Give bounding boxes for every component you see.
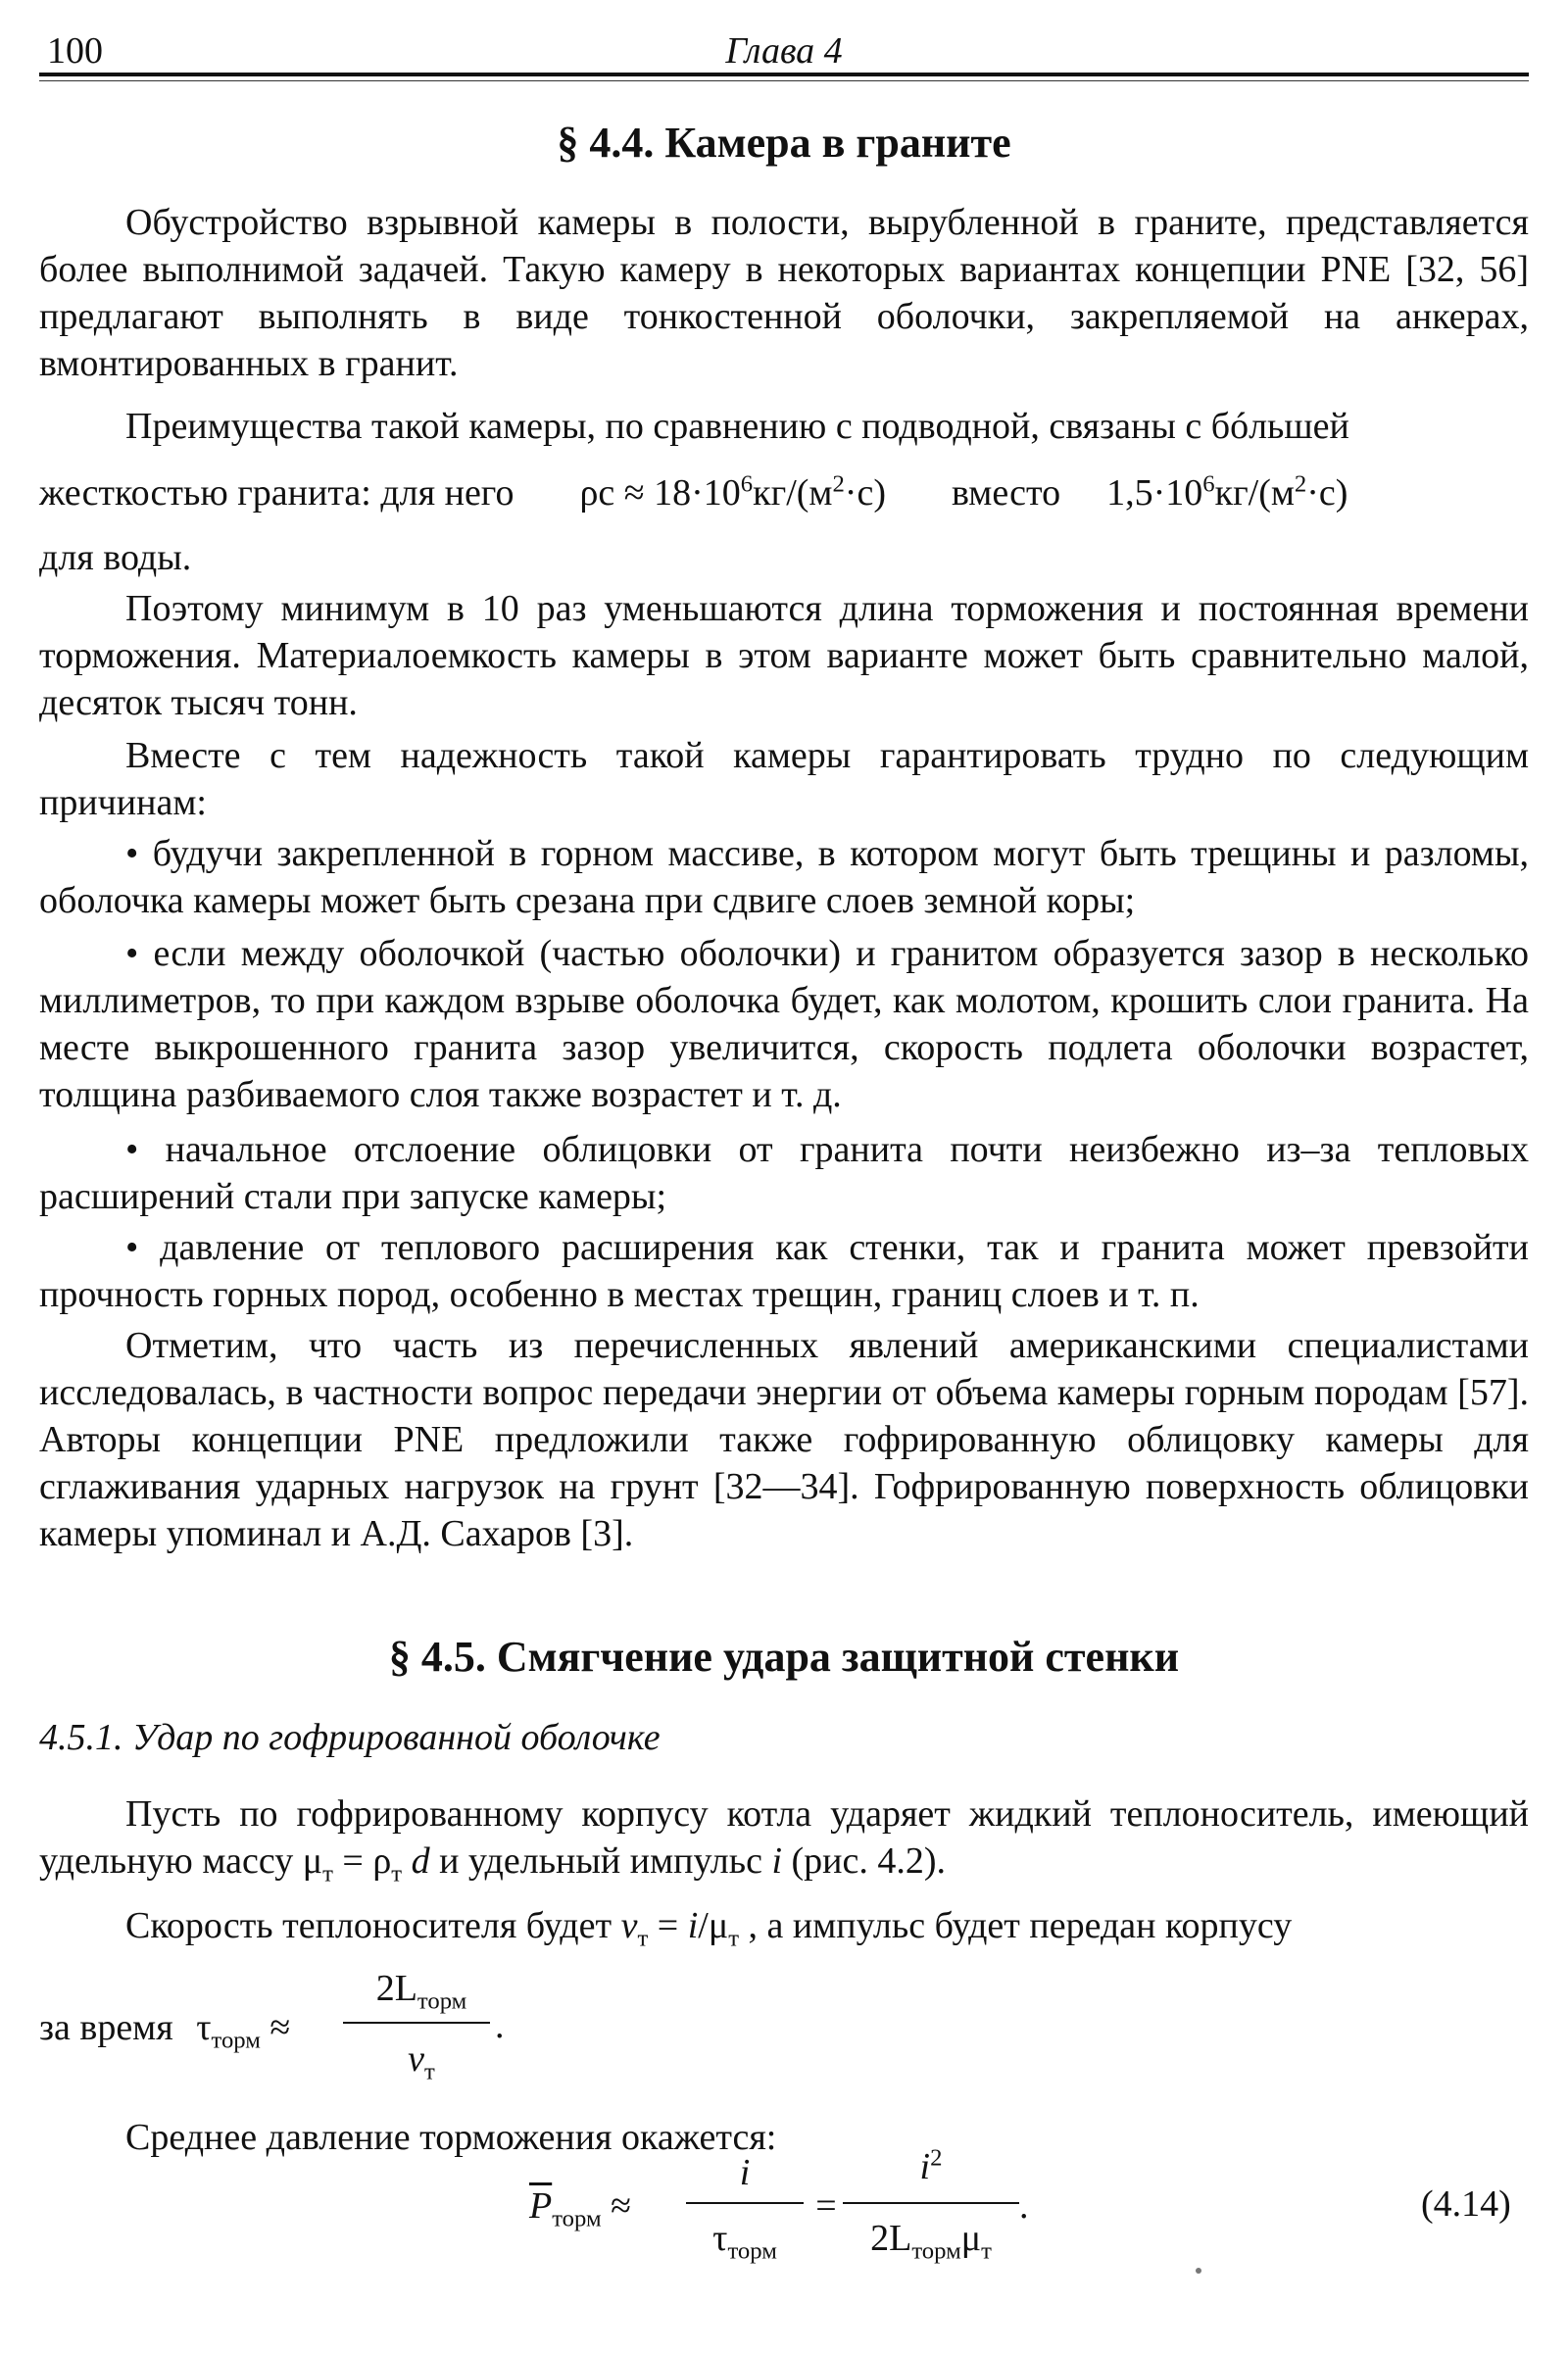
pressure-equals-sign: = — [815, 2185, 837, 2227]
paragraph-granite-chamber-intro: Обустройство взрывной камеры в полости, вырубленной в граните, представляется более выполнимой задачей. Такую камеру в некоторых вариантах концепции PNE [32, 56] предлагают выполнять в виде тонкостенной оболочки, закрепляемой на анкерах, вмонтированных в гранит. — [39, 202, 1529, 384]
braking-time-fraction-bar — [343, 2022, 490, 2024]
pressure-frac2-bar — [843, 2202, 1019, 2204]
braking-time-denominator: $v_т$ — [408, 2038, 435, 2085]
braking-time-period: . — [495, 2005, 505, 2046]
bullet-detachment: • начальное отслоение облицовки от гранита почти неизбежно из–за тепловых расширений стали при запуске камеры; — [39, 1129, 1529, 1217]
section-title-4-4: § 4.4. Камера в граните — [557, 119, 1011, 167]
paragraph-corrugated-impact: Пусть по гофрированному корпусу котла ударяет жидкий теплоноситель, имеющий удельную массу $\mu_т = \rho_т$ d и удельный импульс i (рис. 4.2). — [39, 1793, 1529, 1887]
specific-mass-formula: $\mu_т = \rho_т$ d — [302, 1840, 430, 1887]
scan-speck — [1196, 2268, 1201, 2274]
chapter-label: Глава 4 — [725, 30, 843, 72]
stiffness-formula-line — [39, 469, 1529, 516]
page-number: 100 — [47, 30, 103, 72]
running-header — [39, 22, 1529, 76]
paragraph-american-research: Отметим, что часть из перечисленных явлений американскими специалистами исследовалась, в частности вопрос передачи энергии от объема камеры горным породам [57]. Авторы концепции PNE предложили также гофрированную облицовку камеры для сглаживания ударных нагрузок на грунт [32—34]. Гофрированную поверхность облицовки камеры упоминал и А.Д. Сахаров [3]. — [39, 1325, 1529, 1554]
paragraph-velocity: Скорость теплоносителя будет $v_т = i/\mu_т$ , а импульс будет передан корпусу — [125, 1905, 1293, 1952]
paragraph-braking-length: Поэтому минимум в 10 раз уменьшаются длина торможения и постоянная времени торможения. Материалоемкость камеры в этом варианте может быть сравнительно малой, десяток тысяч тонн. — [39, 588, 1529, 723]
header-rule — [39, 73, 1529, 76]
section-title-4-5: § 4.5. Смягчение удара защитной стенки — [388, 1633, 1180, 1681]
bullet-thermal-pressure: • давление от теплового расширения как стенки, так и гранита может превзойти прочность горных пород, особенно в местах трещин, границ слоев и т. п. — [39, 1227, 1529, 1315]
pressure-frac1-denominator: $\tau_{торм}$ — [712, 2218, 777, 2265]
equation-period: . — [1019, 2185, 1029, 2227]
pressure-frac1-numerator: i — [739, 2152, 751, 2193]
for-water-line: для воды. — [39, 537, 192, 578]
mean-pressure-lhs: $\overline{P}_{торм}$ ≈ — [529, 2185, 631, 2232]
stiffness-text: жесткостью гранита: для него — [39, 472, 514, 514]
advantages-line-1: Преимущества такой камеры, по сравнению с подводной, связаны с бóльшей — [125, 406, 1349, 447]
braking-time-numerator: $2L_{торм}$ — [375, 1968, 467, 2015]
pressure-frac2-denominator: $2L_{торм}\mu_т$ — [870, 2218, 992, 2265]
pressure-frac2-numerator: $i^2$ — [919, 2144, 943, 2187]
paragraph-advantages — [39, 403, 1529, 450]
subsection-title-4-5-1: 4.5.1. Удар по гофрированной оболочке — [39, 1717, 661, 1758]
water-impedance: $1,5\cdot 10^6кг/(м^2\cdot с)$ — [1106, 470, 1348, 514]
bullet-fractures: • будучи закрепленной в горном массиве, в котором могут быть трещины и разломы, оболочка камеры может быть срезана при сдвиге слоев земной коры; — [39, 833, 1529, 921]
paragraph-reliability: Вместе с тем надежность такой камеры гарантировать трудно по следующим причинам: — [39, 735, 1529, 823]
velocity-formula: $v_т = i/\mu_т$ — [620, 1905, 740, 1952]
braking-time-lhs: $\tau_{торм}$ ≈ — [196, 2007, 291, 2054]
braking-time-line: за время $\tau_{торм}$ ≈ — [39, 2007, 291, 2054]
paragraph-mean-pressure: Среднее давление торможения окажется: — [125, 2117, 777, 2158]
equation-number: (4.14) — [1421, 2183, 1511, 2225]
granite-impedance: $\rho c \approx 18\cdot 10^6кг/(м^2\cdot с)$ — [579, 470, 886, 514]
pressure-frac1-bar — [686, 2202, 804, 2204]
instead-word: вместо — [951, 472, 1061, 514]
header-rule-thin — [39, 80, 1529, 81]
bullet-gap: • если между оболочкой (частью оболочки) и гранитом образуется зазор в несколько миллиметров, то при каждом взрыве оболочка будет, как молотом, крошить слои гранита. На месте выкрошенного гранита зазор увеличится, скорость подлета оболочки возрастет, толщина разбиваемого слоя также возрастет и т. д. — [39, 933, 1529, 1115]
